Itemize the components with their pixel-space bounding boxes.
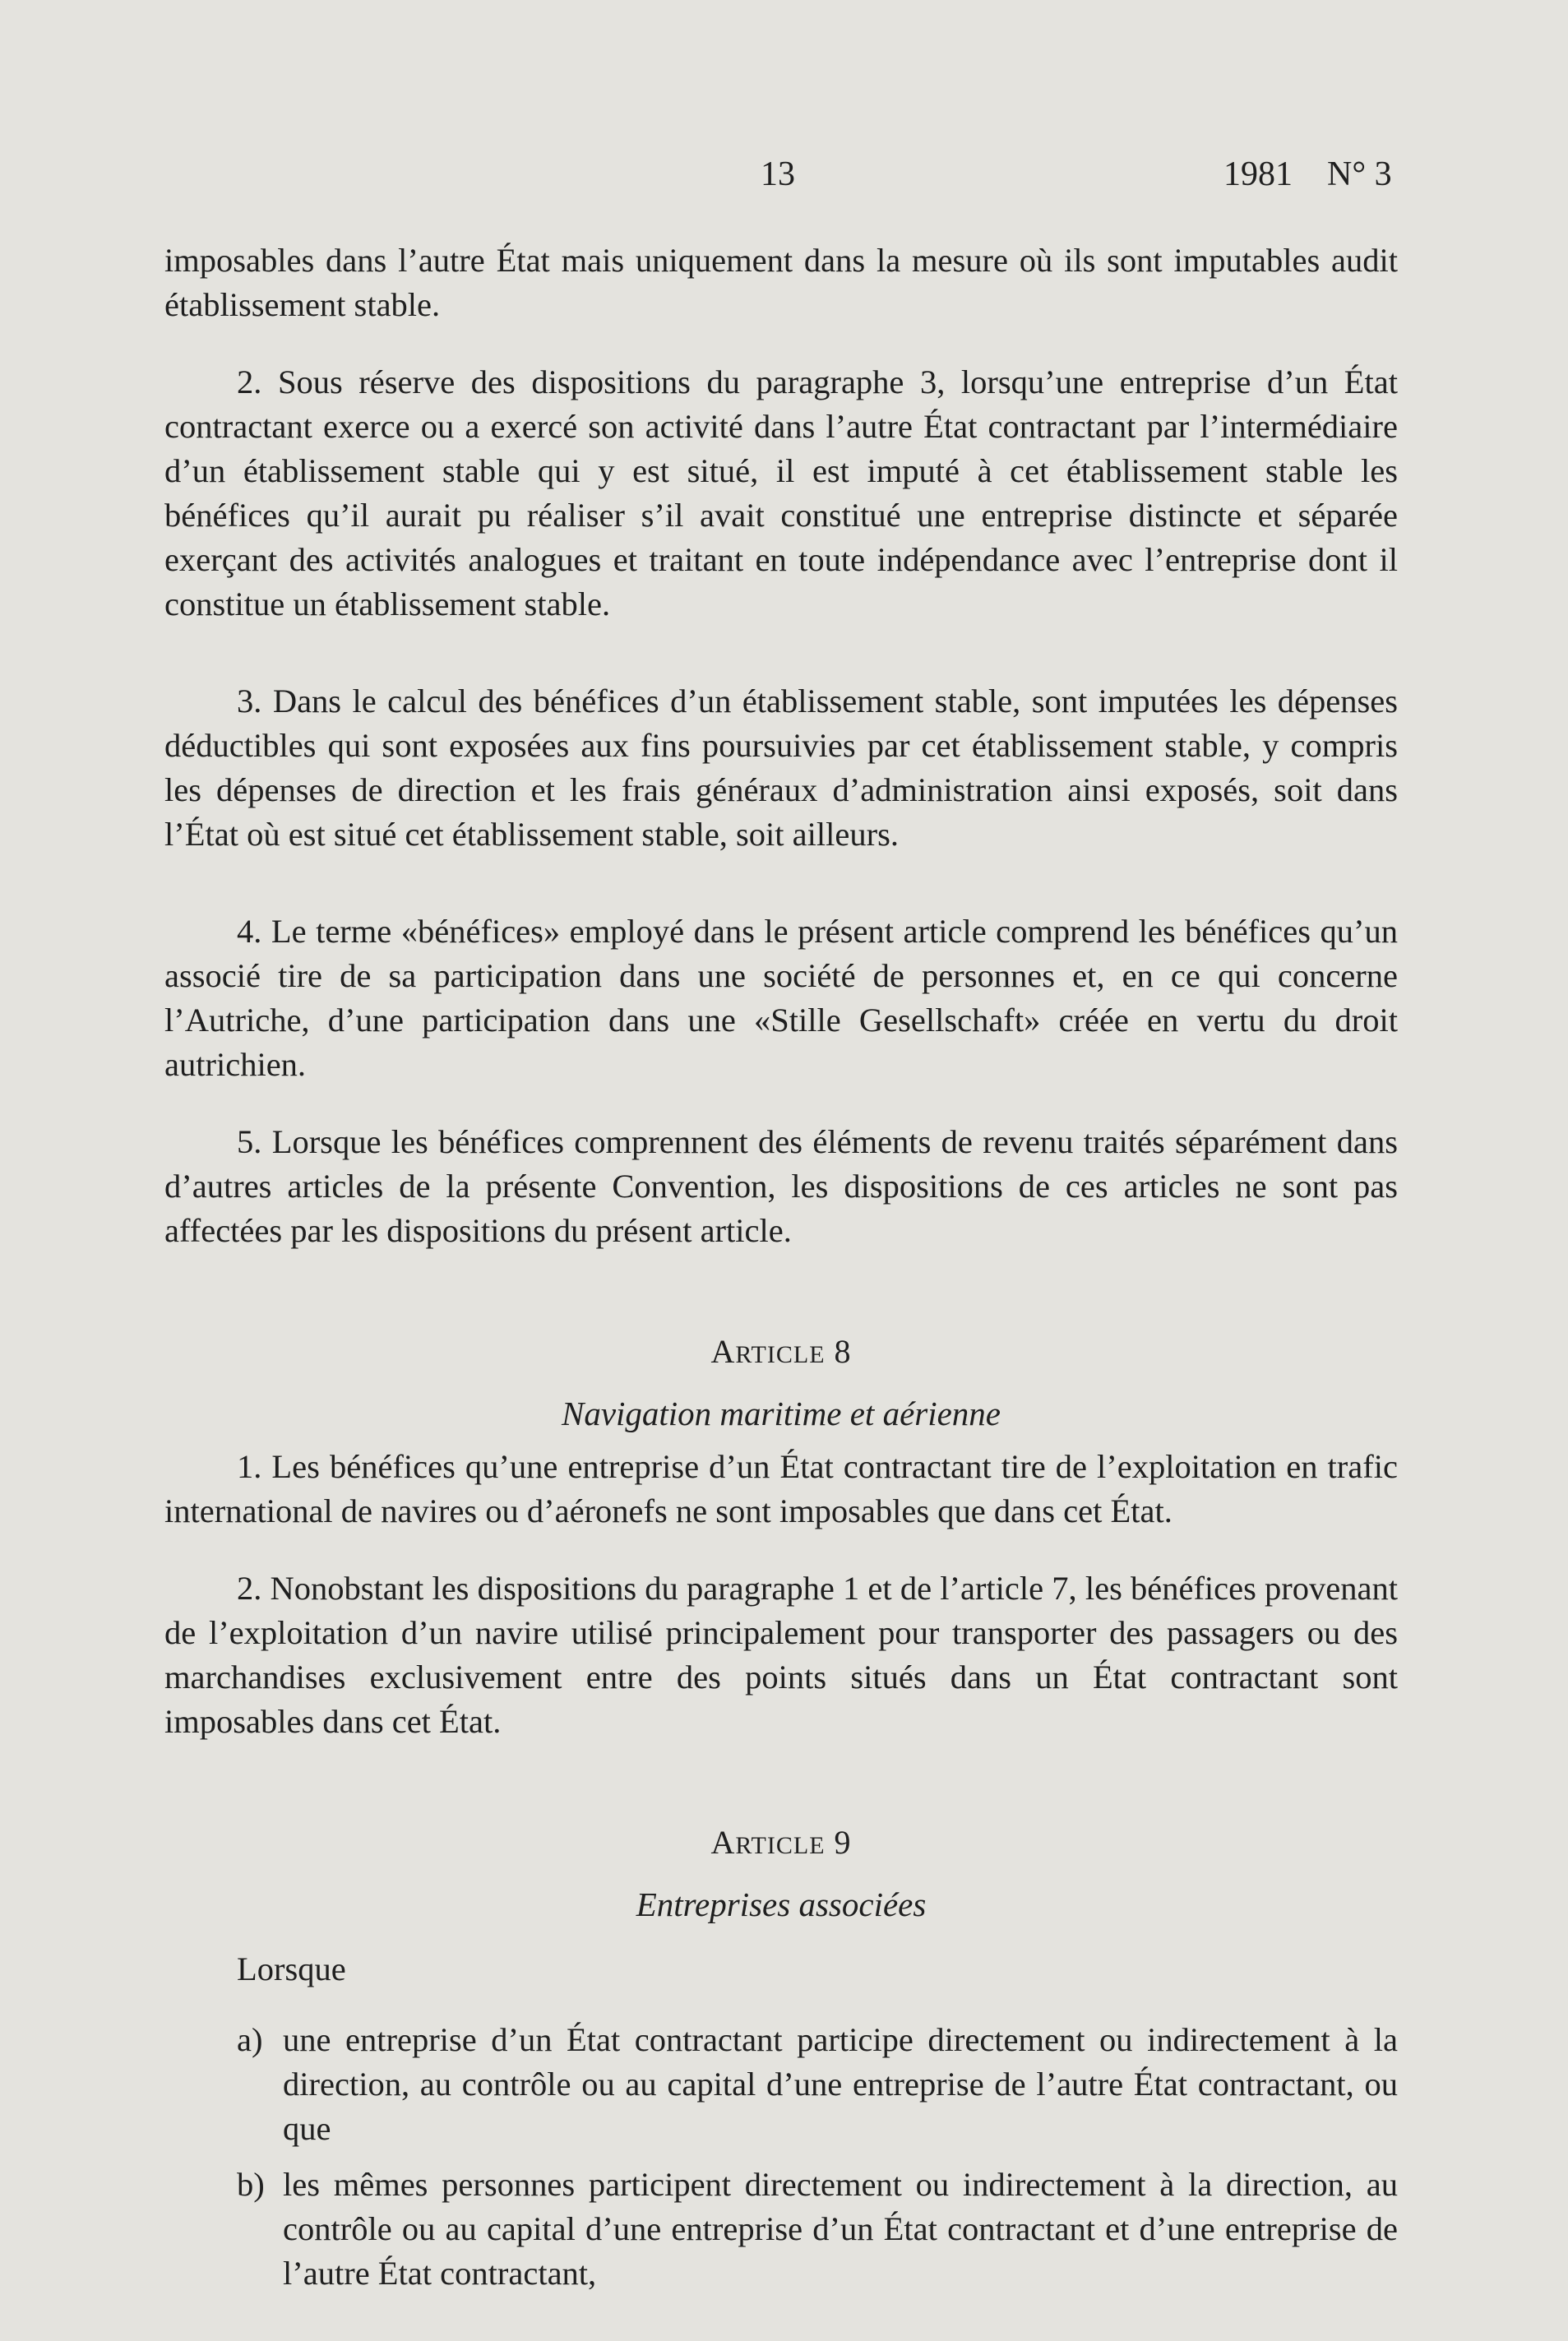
year-number: 1981 N° 3 [1223,155,1392,193]
article-9-heading: ARTICLE 9 [710,1824,852,1861]
article-8-paragraph-2: 2. Nonobstant les dispositions du paragraphe 1 et de l’article 7, les bénéfices provenant de l’exploitation d’un navire utilisé principalement pour transporter des passagers ou des marchandises exclusivement entre des points situés dans un État contractant sont imposables dans cet État. [164,1570,1398,1740]
paragraph-5: 5. Lorsque les bénéfices comprennent des éléments de revenu traités séparément dans d’autres articles de la présente Convention, les dispositions de ces articles ne sont pas affectées par les dispositions du présent article. [164,1123,1398,1249]
article-9-subtitle: Entreprises associées [636,1885,927,1923]
list-marker-b: b) [237,2166,265,2203]
paragraph-3: 3. Dans le calcul des bénéfices d’un établissement stable, sont imputées les dépenses déductibles qui sont exposées aux fins poursuivies par cet établissement stable, y compris les dépenses de direction et les frais généraux d’administration ainsi exposés, soit dans l’État où est situé cet établissement stable, soit ailleurs. [164,682,1398,853]
article-8-heading: ARTICLE 8 [710,1333,852,1370]
page-number: 13 [761,155,795,193]
list-text-a: une entreprise d’un État contractant participe directement ou indirectement à la direction, au contrôle ou au capital d’une entreprise de l’autre État contractant, ou que [283,2021,1398,2147]
article-9-lead: Lorsque [237,1950,346,1987]
paragraph-continuation: imposables dans l’autre État mais uniquement dans la mesure où ils sont imputables audit établissement stable. [164,242,1398,323]
paragraph-4: 4. Le terme «bénéfices» employé dans le présent article comprend les bénéfices qu’un associé tire de sa participation dans une société de personnes et, en ce qui concerne l’Autriche, d’une participation dans une «Stille Gesellschaft» créée en vertu du droit autrichien. [164,913,1398,1083]
list-item-a [164,2018,1398,2151]
list-item-b [164,2163,1398,2296]
list-marker-a: a) [237,2021,263,2058]
paragraph-2: 2. Sous réserve des dispositions du paragraphe 3, lorsqu’une entreprise d’un État contractant exerce ou a exercé son activité dans l’autre État contractant par l’intermédiaire d’un établissement stable qui y est situé, il est imputé à cet établissement stable les bénéfices qu’il aurait pu réaliser s’il avait constitué une entreprise distincte et séparée exerçant des activités analogues et traitant en toute indépendance avec l’entreprise dont il constitue un établissement stable. [164,363,1398,622]
article-8-paragraph-1: 1. Les bénéfices qu’une entreprise d’un État contractant tire de l’exploitation en trafic international de navires ou d’aéronefs ne sont imposables que dans cet État. [164,1448,1398,1529]
list-text-b: les mêmes personnes participent directement ou indirectement à la direction, au contrôle ou au capital d’une entreprise d’un État contractant et d’une entreprise de l’autre État contractant, [283,2166,1398,2292]
document-body [164,238,1398,2296]
article-8-subtitle: Navigation maritime et aérienne [561,1395,1001,1432]
